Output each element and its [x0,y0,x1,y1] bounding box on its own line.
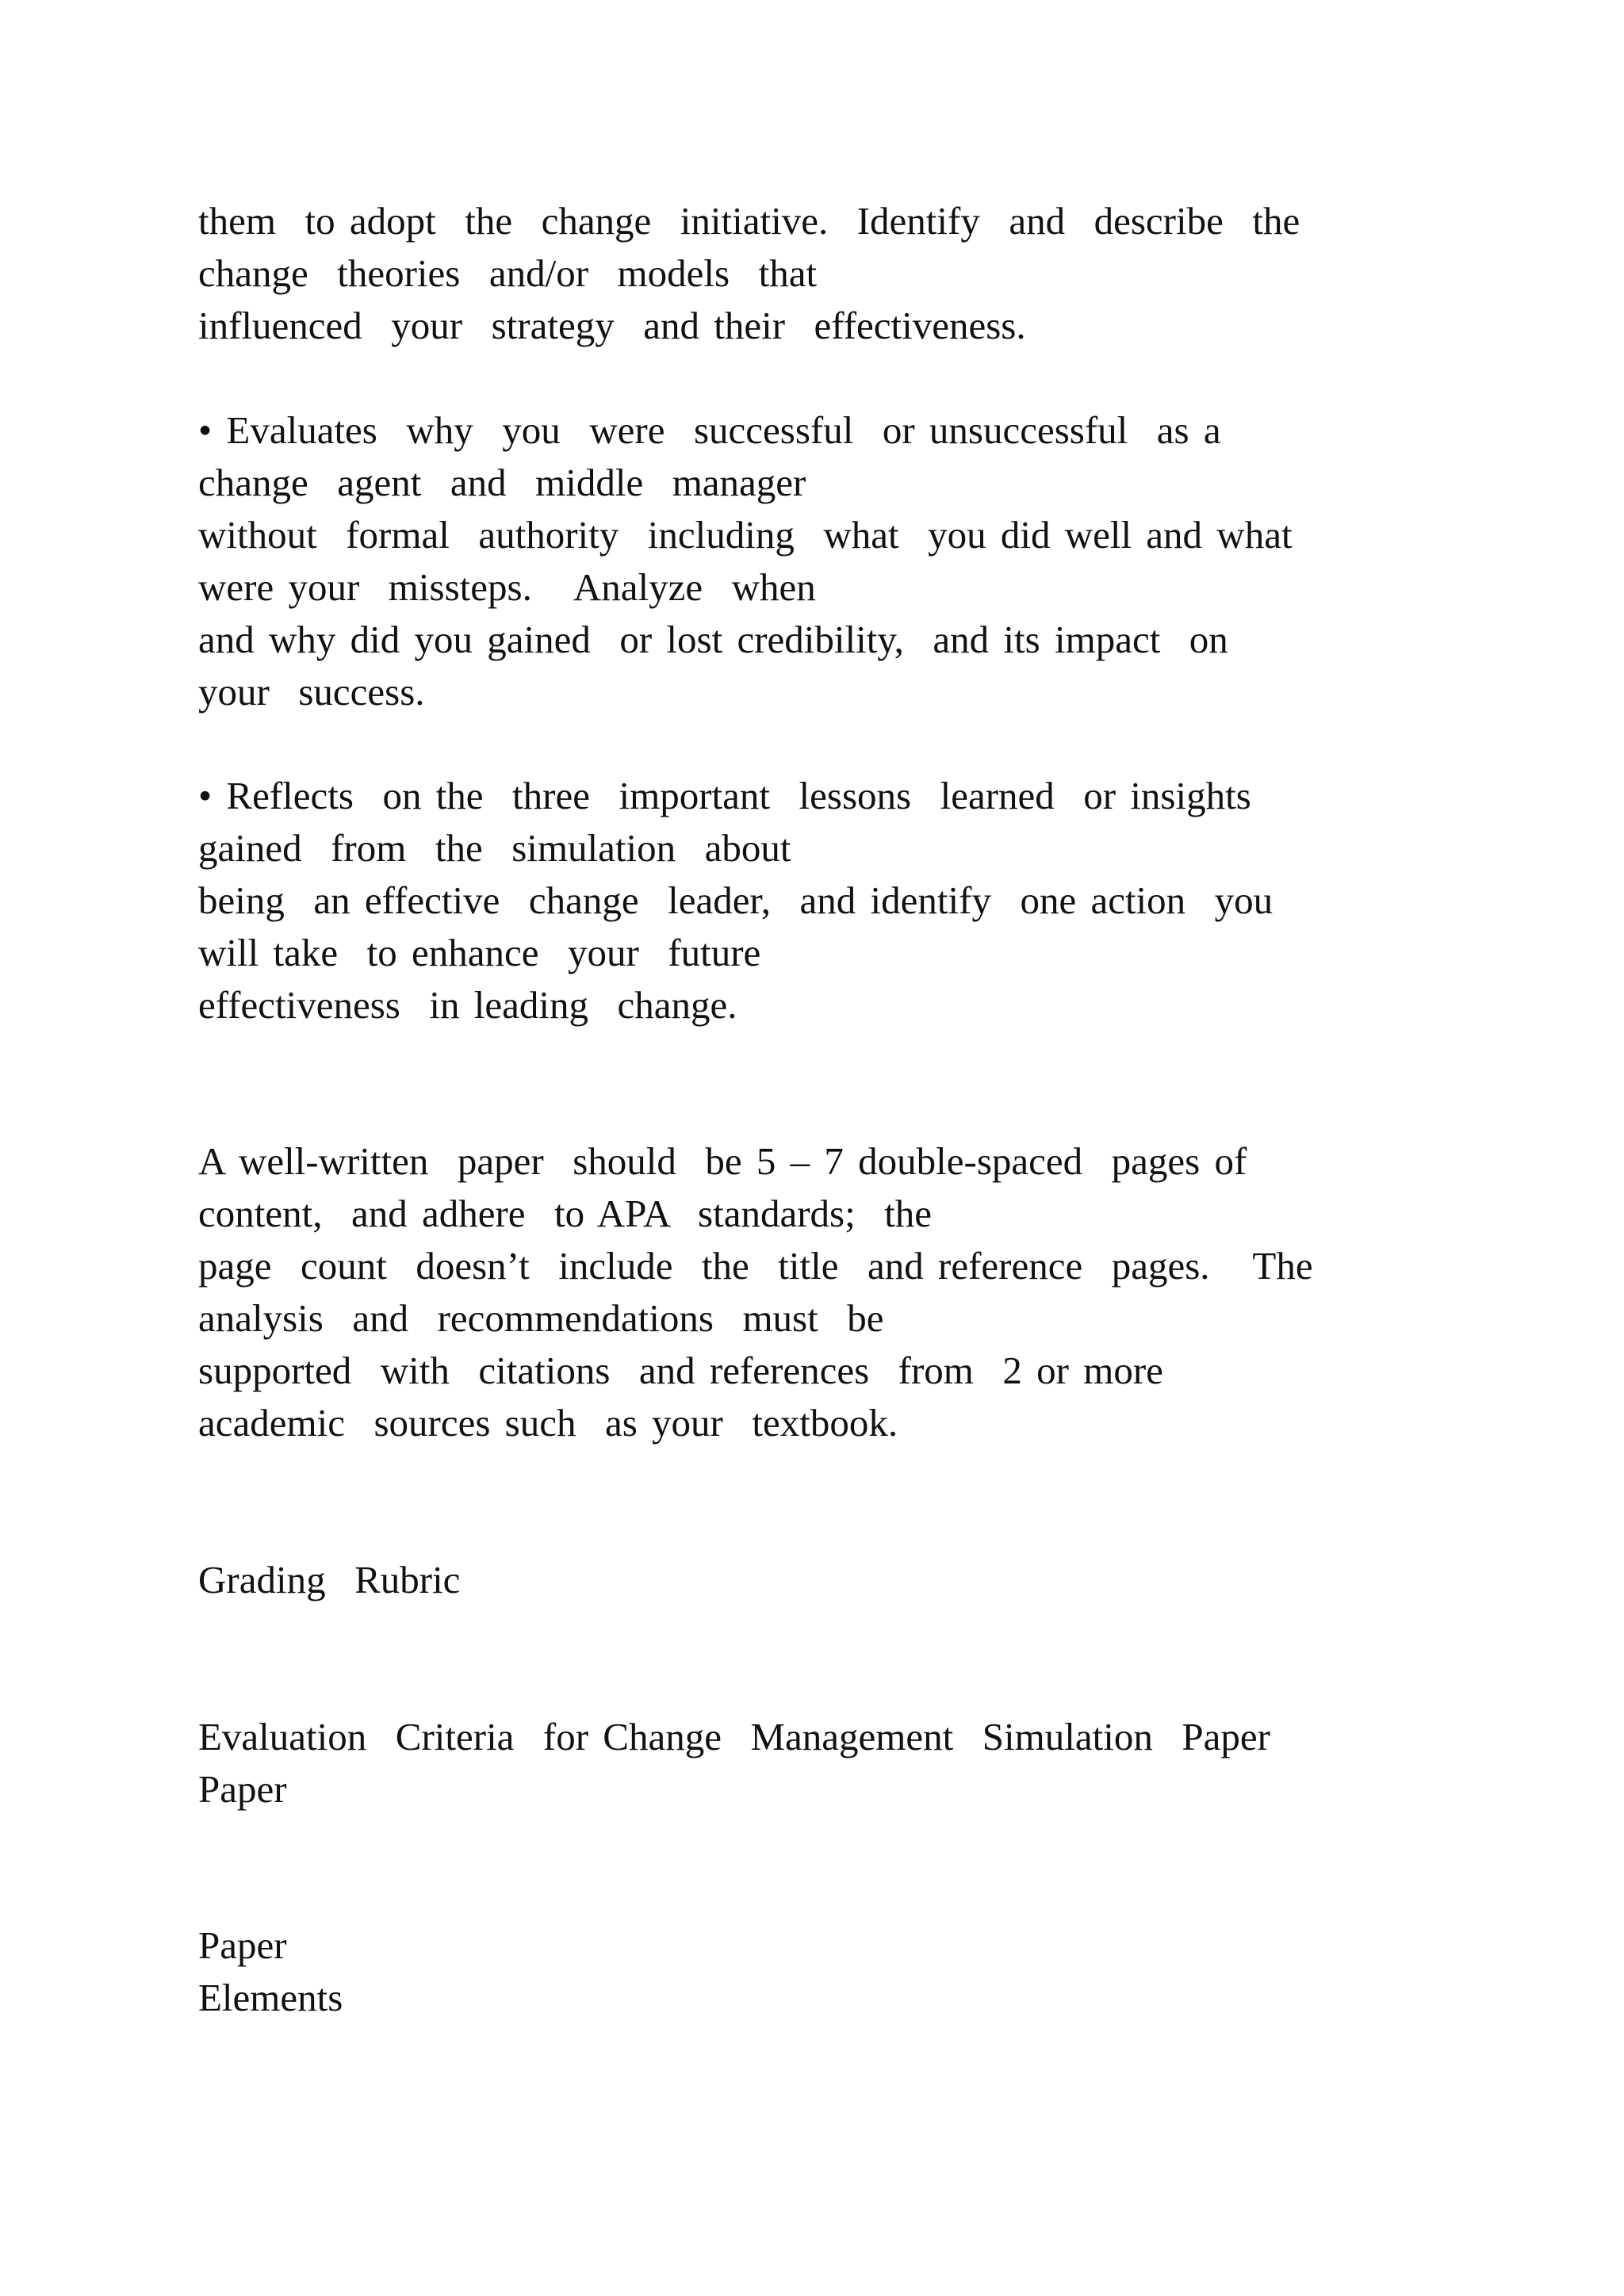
text-line: without formal authority including what you did well and what [198,513,1293,557]
bullet-item: • Reflects on the three important lessons learned or insights [198,774,1251,817]
text-line: influenced your strategy and their effectiveness. [198,304,1026,347]
text-line: academic sources such as your textbook. [198,1401,898,1445]
text-line: being an effective change leader, and identify one action you [198,878,1274,922]
text-line: your success. [198,670,425,714]
text-line: Elements [198,1976,343,2019]
text-line: will take to enhance your future [198,931,761,974]
text-line: page count doesn’t include the title and reference pages. The [198,1244,1313,1288]
text-line: effectiveness in leading change. [198,983,737,1027]
text-line: them to adopt the change initiative. Identify and describe the [198,199,1300,243]
section-heading: Grading Rubric [198,1558,461,1601]
text-line: gained from the simulation about [198,826,791,870]
text-line: Evaluation Criteria for Change Management Simulation Paper [198,1715,1270,1758]
text-line: change theories and/or models that [198,251,818,295]
text-line: were your missteps. Analyze when [198,565,816,609]
text-line: supported with citations and references from 2 or more [198,1349,1163,1392]
text-line: Paper [198,1923,287,1967]
text-line: change agent and middle manager [198,461,806,504]
text-line: A well-written paper should be 5 – 7 double-spaced pages of [198,1139,1247,1183]
text-line: content, and adhere to APA standards; the [198,1192,933,1235]
text-line: analysis and recommendations must be [198,1296,884,1340]
bullet-item: • Evaluates why you were successful or unsuccessful as a [198,408,1221,452]
text-line: Paper [198,1767,287,1811]
text-line: and why did you gained or lost credibility, and its impact on [198,618,1228,661]
